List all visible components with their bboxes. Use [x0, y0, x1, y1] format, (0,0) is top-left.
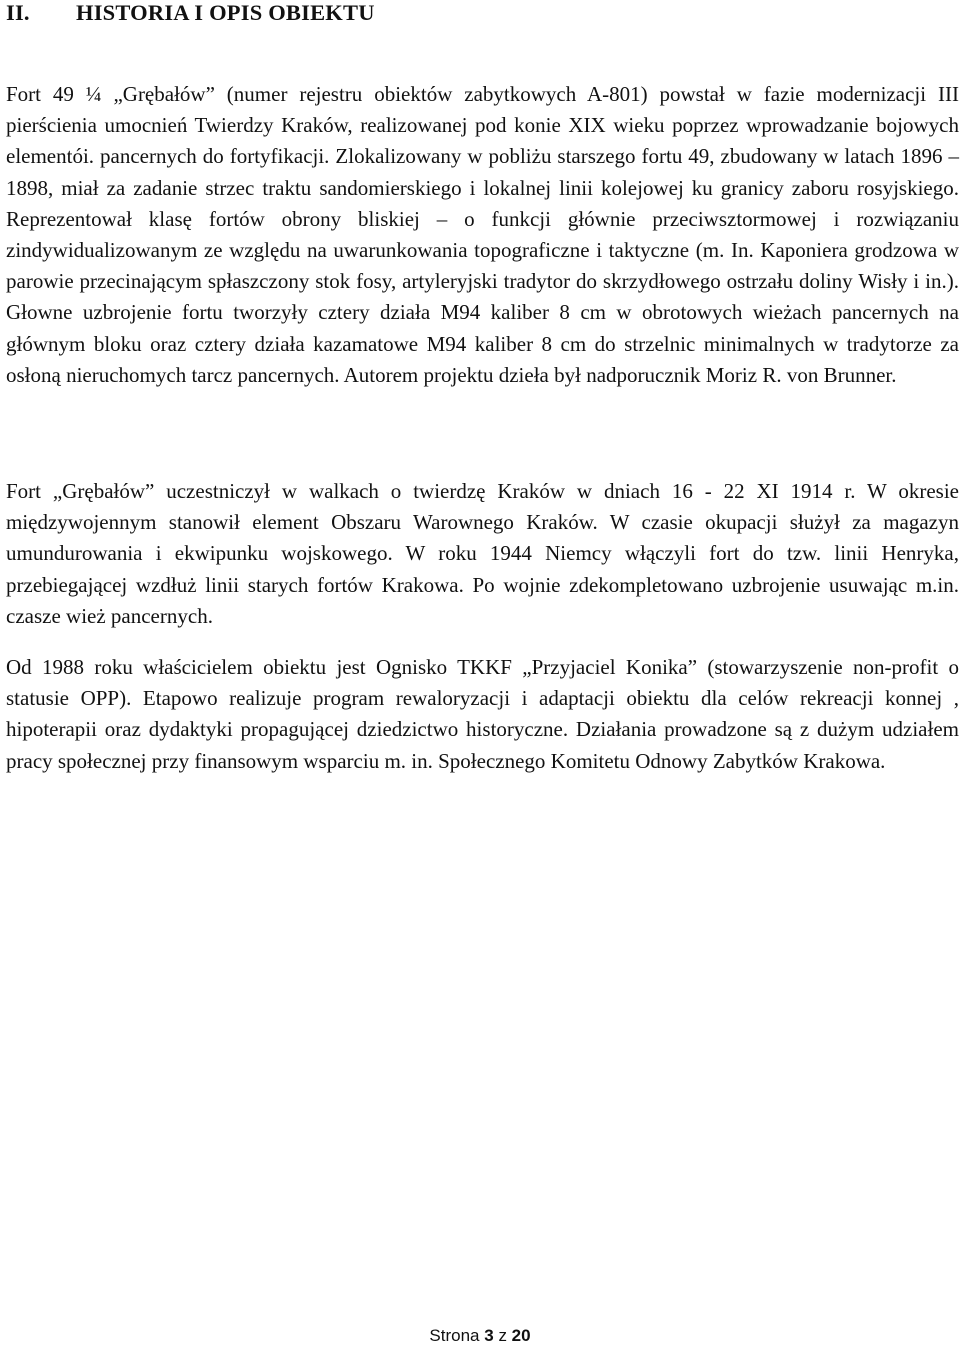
paragraph-history: Fort 49 ¼ „Grębałów” (numer rejestru obiektów zabytkowych A-801) powstał w fazie modernizacji III pierścienia umocnień Twierdzy Kraków, realizowanej pod konie XIX wieku poprzez wprowadzanie bojowych elementói. pancernych do fortyfikacji. Zlokalizowany w pobliżu starszego fortu 49, zbudowany w latach 1896 – 1898, miał za zadanie strzec traktu sandomierskiego i lokalnej linii kolejowej ku granicy zaboru rosyjskiego. Reprezentował klasę fortów obrony bliskiej – o funkcji głównie przeciwsztormowej i rozwiązaniu zindywidualizowanym ze względu na uwarunkowania topograficzne i taktyczne (m. In. Kaponiera grodzowa w parowie przecinającym spłaszczony stok fosy, artyleryjski tradytor do skrzydłowego ostrzału doliny Wisły i in.). Głowne uzbrojenie fortu tworzyły cztery działa M94 kaliber 8 cm w obrotowych wieżach pancernych na głównym bloku oraz cztery działa kazamatowe M94 kaliber 8 cm do strzelnic minimalnych w tradytorze za osłoną nieruchomych tarcz pancernych. Autorem projektu dzieła był nadporucznik Moriz R. von Brunner.	[6, 82, 959, 387]
footer-total-pages: 20	[511, 1326, 531, 1345]
footer-current-page: 3	[484, 1326, 494, 1345]
paragraph-ownership: Od 1988 roku właścicielem obiektu jest Ognisko TKKF „Przyjaciel Konika” (stowarzyszenie non-profit o statusie OPP). Etapowo realizuje program rewaloryzacji i adaptacji obiektu dla celów rekreacji konnej , hipoterapii oraz dydaktyki propagującej dziedzictwo historyczne. Działania prowadzone są z dużym udziałem pracy społecznej przy finansowym wsparciu m. in. Społecznego Komitetu Odnowy Zabytków Krakowa.	[6, 655, 959, 773]
section-title: HISTORIA I OPIS OBIEKTU	[76, 0, 375, 25]
section-heading	[6, 0, 375, 26]
section-number: II.	[6, 0, 30, 25]
footer-separator: z	[498, 1326, 507, 1345]
footer-prefix: Strona	[429, 1326, 480, 1345]
paragraph-wartime: Fort „Grębałów” uczestniczył w walkach o twierdzę Kraków w dniach 16 - 22 XI 1914 r. W okresie międzywojennym stanowił element Obszaru Warownego Kraków. W czasie okupacji służył za magazyn umundurowania i ekwipunku wojskowego. W roku 1944 Niemcy włączyli fort do tzw. linii Henryka, przebiegającej wzdłuż linii starych fortów Krakowa. Po wojnie zdekompletowano uzbrojenie usuwając m.in. czasze wież pancernych.	[6, 479, 959, 628]
page-footer	[0, 1325, 960, 1347]
